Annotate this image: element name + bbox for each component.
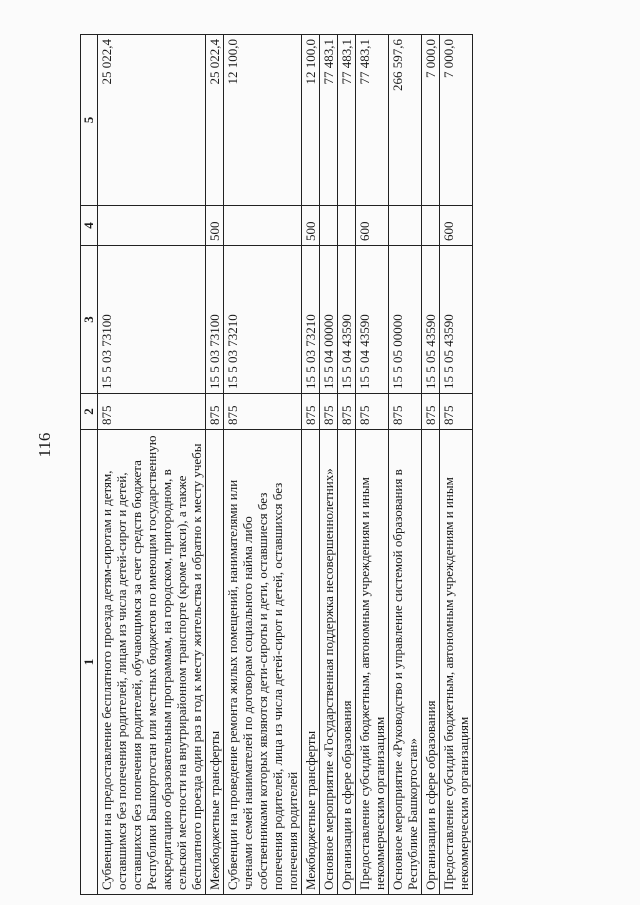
row-sum-cell: 77 483,1 [320, 35, 338, 206]
row-grbs-cell: 875 [338, 394, 356, 430]
table-row [422, 35, 440, 895]
row-vr-cell: 500 [206, 206, 224, 246]
row-sum-cell: 7 000,0 [422, 35, 440, 206]
row-vr-cell [320, 206, 338, 246]
row-sum-cell: 77 483,1 [338, 35, 356, 206]
row-grbs-cell: 875 [356, 394, 389, 430]
row-code-cell: 15 5 05 00000 [389, 246, 422, 394]
row-name-cell: Межбюджетные трансферты [206, 430, 224, 895]
header-col-4: 4 [81, 206, 98, 246]
row-vr-cell [422, 206, 440, 246]
row-grbs-cell: 875 [206, 394, 224, 430]
row-name-cell: Субвенции на предоставление бесплатного проезда детям-сиротам и детям, оставшимся без попечения родителей, лицам из числа детей-сирот и детей, оставшихся без попечения родителей, обучающимся за счет средств бюджета Республики Башкортостан или местных бюджетов по имеющим государственную аккредитацию образовательным программам, на городском, пригородном, в сельской местности на внутрирайонном транспорте (кроме такси), а также бесплатного проезда один раз в год к месту жительства и обратно к месту учебы [98, 430, 206, 895]
row-name-cell: Межбюджетные трансферты [302, 430, 320, 895]
row-code-cell: 15 5 05 43590 [440, 246, 473, 394]
row-code-cell: 15 5 05 43590 [422, 246, 440, 394]
row-sum-cell: 25 022,4 [98, 35, 206, 206]
row-code-cell: 15 5 04 00000 [320, 246, 338, 394]
table-row [206, 35, 224, 895]
header-col-2: 2 [81, 394, 98, 430]
row-sum-cell: 77 483,1 [356, 35, 389, 206]
table-row [320, 35, 338, 895]
table-body [98, 35, 473, 895]
row-code-cell: 15 5 03 73210 [224, 246, 302, 394]
table-row [302, 35, 320, 895]
header-col-3: 3 [81, 246, 98, 394]
row-sum-cell: 12 100,0 [302, 35, 320, 206]
row-code-cell: 15 5 03 73100 [206, 246, 224, 394]
row-vr-cell: 600 [440, 206, 473, 246]
table-row [224, 35, 302, 895]
row-sum-cell: 12 100,0 [224, 35, 302, 206]
budget-table [80, 34, 473, 895]
row-grbs-cell: 875 [320, 394, 338, 430]
row-vr-cell [389, 206, 422, 246]
row-vr-cell: 600 [356, 206, 389, 246]
row-grbs-cell: 875 [422, 394, 440, 430]
table-row [98, 35, 206, 895]
row-vr-cell [98, 206, 206, 246]
row-grbs-cell: 875 [440, 394, 473, 430]
header-col-1: 1 [81, 430, 98, 895]
row-name-cell: Организации в сфере образования [422, 430, 440, 895]
header-col-5: 5 [81, 35, 98, 206]
row-grbs-cell: 875 [224, 394, 302, 430]
row-name-cell: Основное мероприятие «Руководство и управление системой образования в Республике Башкортостан» [389, 430, 422, 895]
row-sum-cell: 7 000,0 [440, 35, 473, 206]
row-code-cell: 15 5 04 43590 [356, 246, 389, 394]
header-row [81, 35, 98, 895]
table-row [440, 35, 473, 895]
row-vr-cell: 500 [302, 206, 320, 246]
row-code-cell: 15 5 04 43590 [338, 246, 356, 394]
row-grbs-cell: 875 [98, 394, 206, 430]
table-row [389, 35, 422, 895]
row-grbs-cell: 875 [302, 394, 320, 430]
row-code-cell: 15 5 03 73100 [98, 246, 206, 394]
row-code-cell: 15 5 03 73210 [302, 246, 320, 394]
table-row [356, 35, 389, 895]
row-name-cell: Организации в сфере образования [338, 430, 356, 895]
row-name-cell: Предоставление субсидий бюджетным, автономным учреждениям и иным некоммерческим организациям [440, 430, 473, 895]
row-vr-cell [338, 206, 356, 246]
row-sum-cell: 266 597,6 [389, 35, 422, 206]
rotated-table-container [80, 35, 600, 895]
row-name-cell: Предоставление субсидий бюджетным, автономным учреждениям и иным некоммерческим организациям [356, 430, 389, 895]
table-row [338, 35, 356, 895]
row-vr-cell [224, 206, 302, 246]
page-number: 116 [35, 432, 54, 458]
row-name-cell: Субвенции на проведение ремонта жилых помещений, нанимателями или членами семей нанимателей по договорам социального найма либо собственниками которых являются дети-сироты и дети, оставшиеся без попечения родителей, лица из числа детей-сирот и детей, оставшихся без попечения родителей [224, 430, 302, 895]
row-sum-cell: 25 022,4 [206, 35, 224, 206]
row-name-cell: Основное мероприятие «Государственная поддержка несовершеннолетних» [320, 430, 338, 895]
row-grbs-cell: 875 [389, 394, 422, 430]
